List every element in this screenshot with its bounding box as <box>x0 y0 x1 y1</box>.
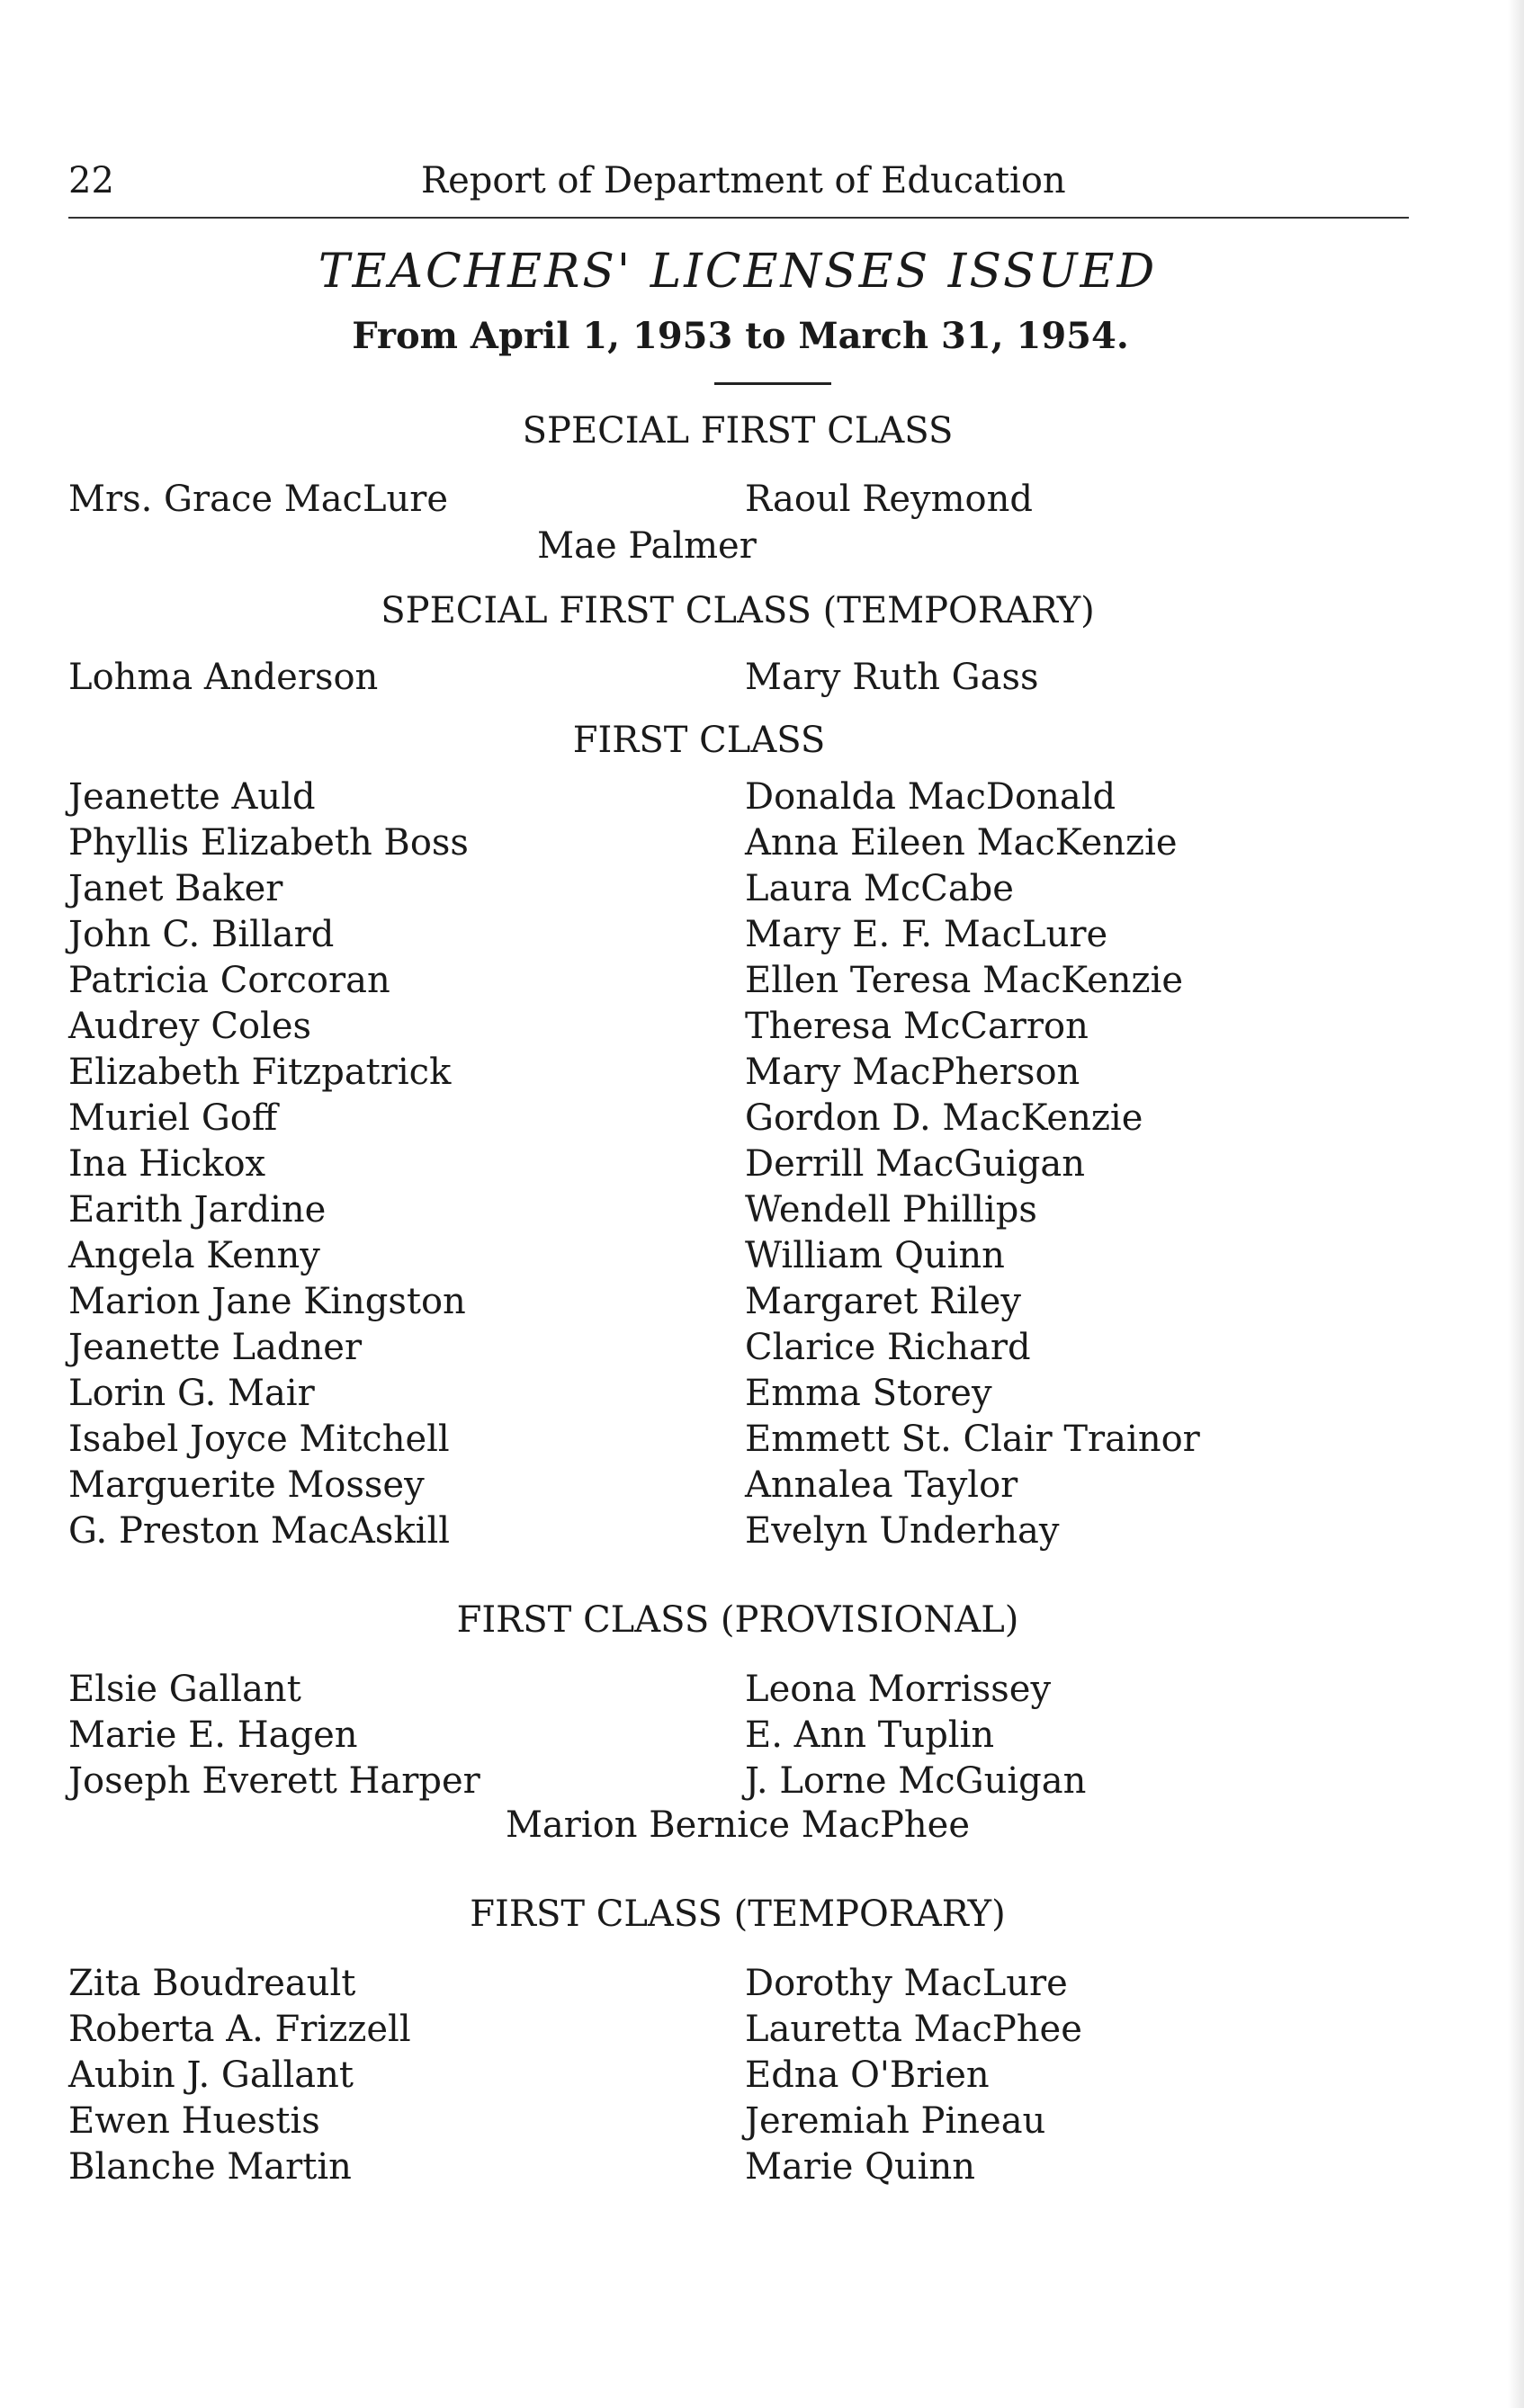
section-heading-first-class-provisional: FIRST CLASS (PROVISIONAL) <box>456 1599 1019 1641</box>
name-entry: Janet Baker <box>68 868 283 909</box>
name-entry: Elizabeth Fitzpatrick <box>68 1052 452 1093</box>
section-heading-special-first-class-temporary: SPECIAL FIRST CLASS (TEMPORARY) <box>381 590 1095 631</box>
first-class-left-column <box>68 774 469 1554</box>
name-entry: Wendell Phillips <box>745 1189 1037 1231</box>
name-entry: Phyllis Elizabeth Boss <box>68 822 469 864</box>
name-entry: Aubin J. Gallant <box>68 2054 354 2096</box>
name-entry: Theresa McCarron <box>745 1006 1089 1047</box>
name-entry: Anna Eileen MacKenzie <box>745 822 1178 864</box>
name-entry: Zita Boudreault <box>68 1963 356 2004</box>
name-entry: J. Lorne McGuigan <box>745 1760 1087 1802</box>
name-entry: Raoul Reymond <box>745 479 1033 520</box>
name-entry: Muriel Goff <box>68 1097 278 1139</box>
special-first-class-temporary-right-column <box>745 655 1039 701</box>
name-entry: Ellen Teresa MacKenzie <box>745 960 1184 1001</box>
special-first-class-right-column <box>745 477 1033 523</box>
section-heading-special-first-class: SPECIAL FIRST CLASS <box>522 410 954 452</box>
first-class-right-column <box>745 774 1200 1554</box>
name-entry: William Quinn <box>745 1235 1005 1276</box>
name-entry: Audrey Coles <box>68 1006 312 1047</box>
name-entry: E. Ann Tuplin <box>745 1714 995 1756</box>
first-class-provisional-right-column <box>745 1667 1086 1804</box>
special-first-class-temporary-left-column <box>68 655 378 701</box>
name-entry: Patricia Corcoran <box>68 960 390 1001</box>
name-entry: Marion Jane Kingston <box>68 1281 466 1322</box>
first-class-provisional-center-name: Marion Bernice MacPhee <box>505 1804 971 1846</box>
name-entry: Jeanette Auld <box>68 776 316 818</box>
name-entry: Mary E. F. MacLure <box>745 914 1108 955</box>
page-number: 22 <box>68 160 114 201</box>
name-entry: Margaret Riley <box>745 1281 1021 1322</box>
name-entry: Ina Hickox <box>68 1143 266 1185</box>
title-divider <box>714 382 831 385</box>
name-entry: Edna O'Brien <box>745 2054 990 2096</box>
first-class-temporary-left-column <box>68 1961 411 2190</box>
section-heading-first-class: FIRST CLASS <box>572 720 826 761</box>
special-first-class-left-column <box>68 477 448 523</box>
section-heading-first-class-temporary: FIRST CLASS (TEMPORARY) <box>470 1893 1006 1935</box>
name-entry: Marie Quinn <box>745 2146 975 2188</box>
first-class-temporary-right-column <box>745 1961 1082 2190</box>
name-entry: Mrs. Grace MacLure <box>68 479 449 520</box>
name-entry: Dorothy MacLure <box>745 1963 1068 2004</box>
name-entry: Elsie Gallant <box>68 1669 301 1710</box>
name-entry: Emmett St. Clair Trainor <box>745 1419 1200 1460</box>
date-range-subtitle: From April 1, 1953 to March 31, 1954. <box>352 315 1129 357</box>
name-entry: Emma Storey <box>745 1373 992 1414</box>
page-edge <box>1508 0 1524 2408</box>
name-entry: Angela Kenny <box>68 1235 320 1276</box>
name-entry: Blanche Martin <box>68 2146 352 2188</box>
name-entry: Lauretta MacPhee <box>745 2009 1082 2050</box>
name-entry: Joseph Everett Harper <box>68 1760 480 1802</box>
name-entry: Leona Morrissey <box>745 1669 1052 1710</box>
name-entry: John C. Billard <box>68 914 335 955</box>
name-entry: Mary MacPherson <box>745 1052 1080 1093</box>
running-head: Report of Department of Education <box>421 160 1066 201</box>
name-entry: Ewen Huestis <box>68 2100 320 2142</box>
special-first-class-center-name: Mae Palmer <box>537 525 757 567</box>
name-entry: Roberta A. Frizzell <box>68 2009 411 2050</box>
name-entry: Mary Ruth Gass <box>745 657 1039 698</box>
name-entry: Clarice Richard <box>745 1327 1031 1368</box>
name-entry: Laura McCabe <box>745 868 1014 909</box>
name-entry: Jeanette Ladner <box>68 1327 363 1368</box>
name-entry: Lohma Anderson <box>68 657 379 698</box>
name-entry: Marie E. Hagen <box>68 1714 358 1756</box>
name-entry: Marguerite Mossey <box>68 1464 425 1506</box>
name-entry: Gordon D. MacKenzie <box>745 1097 1143 1139</box>
name-entry: Derrill MacGuigan <box>745 1143 1086 1185</box>
first-class-provisional-left-column <box>68 1667 480 1804</box>
name-entry: Donalda MacDonald <box>745 776 1116 818</box>
name-entry: Annalea Taylor <box>745 1464 1018 1506</box>
name-entry: Isabel Joyce Mitchell <box>68 1419 450 1460</box>
document-title: TEACHERS' LICENSES ISSUED <box>318 245 1158 299</box>
header-rule <box>68 217 1409 219</box>
name-entry: Earith Jardine <box>68 1189 327 1231</box>
name-entry: G. Preston MacAskill <box>68 1510 451 1552</box>
page-header <box>68 160 1409 207</box>
name-entry: Jeremiah Pineau <box>745 2100 1046 2142</box>
name-entry: Evelyn Underhay <box>745 1510 1060 1552</box>
name-entry: Lorin G. Mair <box>68 1373 315 1414</box>
